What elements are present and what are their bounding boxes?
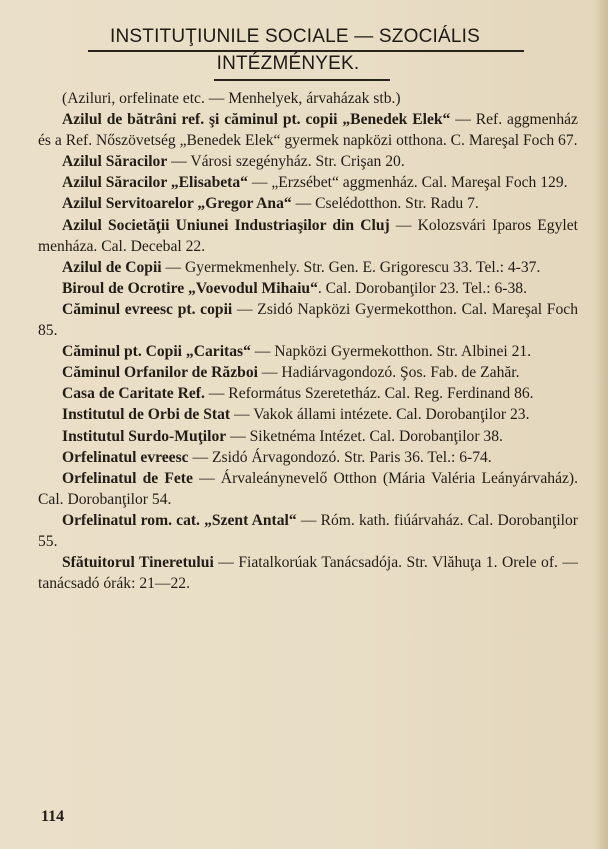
section-heading-continued: INTÉZMÉNYEK. — [216, 53, 360, 74]
directory-entry — [38, 383, 578, 404]
intro-note: (Aziluri, orfelinate etc. — Menhelyek, árvaházak stb.) — [62, 90, 401, 107]
institution-name: Căminul evreesc pt. copii — [62, 300, 233, 318]
institution-name: Azilul de bătrâni ref. şi căminul pt. copii „Benedek Elek“ — [62, 111, 451, 129]
institution-details: — Fiatalkorúak Tanácsadója. Str. Vlăhuţa 1. Orele of. — tanácsadó órák: 21—22. — [38, 554, 578, 593]
institution-name: Azilul Servitoarelor „Gregor Ana“ — [62, 195, 292, 213]
page-number: 114 — [41, 808, 65, 825]
directory-entry — [38, 109, 578, 151]
institution-details: — Zsidó Napközi Gyermekotthon. Cal. Mareşal Foch 85. — [38, 300, 578, 340]
institution-name: Biroul de Ocrotire „Voevodul Mihaiu“ — [62, 279, 318, 297]
directory-entry — [38, 151, 578, 172]
institution-details: — Ref. aggmenház és a Ref. Nőszövetség „Benedek Elek“ gyermek napközi otthona. C. Mareşal Foch 67. — [38, 111, 578, 150]
heading-rule — [88, 50, 524, 52]
institution-details: — „Erzsébet“ aggmenház. Cal. Mareşal Foch 129. — [247, 174, 568, 192]
heading-underline — [214, 79, 390, 81]
directory-entry — [38, 404, 578, 425]
institution-details: — Vakok állami intézete. Cal. Dorobanţilor 23. — [230, 406, 530, 424]
directory-entry — [38, 362, 578, 383]
institution-details: — Hadiárvagondozó. Şos. Fab. de Zahăr. — [257, 364, 520, 382]
institution-name: Căminul Orfanilor de Război — [62, 364, 258, 382]
directory-entry — [38, 426, 578, 447]
directory-entry — [38, 257, 578, 278]
directory-entry — [38, 447, 578, 468]
institution-name: Institutul de Orbi de Stat — [62, 406, 231, 424]
page-edge-shadow — [594, 0, 608, 849]
institution-name: Azilul Săracilor — [62, 153, 168, 171]
institution-name: Orfelinatul de Fete — [62, 469, 193, 487]
institution-name: Sfătuitorul Tineretului — [62, 554, 214, 572]
directory-entry — [38, 468, 578, 510]
institution-details: — Zsidó Árvagondozó. Str. Paris 36. Tel.: 6-74. — [188, 448, 492, 466]
entries-container — [38, 109, 578, 594]
institution-details: . Cal. Dorobanţilor 23. Tel.: 6-38. — [317, 279, 527, 297]
institution-name: Azilul Săracilor „Elisabeta“ — [62, 174, 248, 192]
institution-details: — Árvaleánynevelő Otthon (Mária Valéria Leányárvaház). Cal. Dorobanţilor 54. — [38, 469, 578, 508]
institution-name: Casa de Caritate Ref. — [62, 385, 205, 403]
institution-details: — Városi szegényház. Str. Crişan 20. — [167, 153, 405, 171]
institution-name: Azilul de Copii — [62, 258, 162, 276]
entries-list — [38, 88, 578, 594]
directory-entry — [38, 172, 578, 193]
institution-details: — Cselédotthon. Str. Radu 7. — [291, 195, 479, 213]
institution-details: — Református Szeretetház. Cal. Reg. Ferdinand 86. — [204, 385, 534, 403]
directory-entry — [38, 299, 578, 341]
directory-entry — [38, 193, 578, 214]
institution-name: Institutul Surdo-Muţilor — [62, 427, 227, 445]
directory-entry — [38, 341, 578, 362]
institution-details: — Siketnéma Intézet. Cal. Dorobanţilor 38. — [226, 427, 503, 445]
institution-details: — Kolozsvári Iparos Egylet menháza. Cal. Decebal 22. — [38, 216, 578, 255]
institution-details: — Róm. kath. fiúárvaház. Cal. Dorobanţilor 55. — [38, 511, 578, 550]
directory-entry — [38, 215, 578, 257]
institution-name: Căminul pt. Copii „Caritas“ — [62, 343, 251, 361]
directory-entry — [38, 552, 578, 594]
institution-name: Orfelinatul rom. cat. „Szent Antal“ — [62, 511, 297, 529]
institution-details: — Gyermekmenhely. Str. Gen. E. Grigorescu 33. Tel.: 4-37. — [161, 258, 541, 276]
directory-entry — [38, 278, 578, 299]
section-heading: INSTITUŢIUNILE SOCIALE — SZOCIÁLIS — [110, 26, 480, 47]
institution-details: — Napközi Gyermekotthon. Str. Albinei 21. — [250, 343, 532, 361]
institution-name: Azilul Societăţii Uniunei Industriaşilor din Cluj — [62, 216, 390, 234]
directory-entry — [38, 510, 578, 552]
institution-name: Orfelinatul evreesc — [62, 448, 189, 466]
